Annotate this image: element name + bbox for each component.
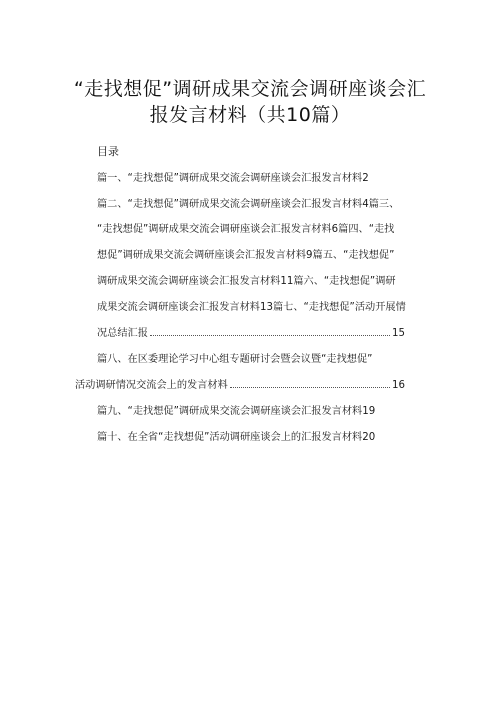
document-title-line-1: “走找想促”调研成果交流会调研座谈会汇 (73, 78, 427, 100)
toc-heading: 目录 (97, 145, 119, 158)
toc-entry-7-text: 况总结汇报 (97, 328, 148, 339)
toc-entry-3[interactable]: “走找想促”调研成果交流会调研座谈会汇报发言材料6篇四、“走找 (97, 224, 395, 235)
toc-leader-dots (150, 334, 390, 336)
toc-entry-9-page: 16 (392, 380, 405, 391)
toc-entry-5[interactable]: 调研成果交流会调研座谈会汇报发言材料11篇六、“走找想促”调研 (97, 276, 396, 287)
toc-entry-10[interactable]: 篇九、“走找想促”调研成果交流会调研座谈会汇报发言材料19 (97, 406, 376, 417)
toc-entry-8[interactable]: 篇八、在区委理论学习中心组专题研讨会暨会议暨“走找想促” (97, 354, 373, 365)
toc-entry-4[interactable]: 想促”调研成果交流会调研座谈会汇报发言材料9篇五、“走找想促” (97, 250, 395, 261)
toc-entry-2[interactable]: 篇二、“走找想促”调研成果交流会调研座谈会汇报发言材料4篇三、 (97, 199, 400, 210)
toc-entry-9[interactable] (75, 379, 405, 393)
toc-entry-7-page: 15 (392, 328, 405, 339)
toc-entry-6[interactable]: 成果交流会调研座谈会汇报发言材料13篇七、“走找想促”活动开展情 (97, 302, 406, 313)
toc-entry-7[interactable] (97, 327, 405, 341)
toc-leader-dots (230, 386, 390, 388)
toc-entry-1[interactable]: 篇一、“走找想促”调研成果交流会调研座谈会汇报发言材料2 (97, 173, 369, 184)
toc-entry-9-text: 活动调研情况交流会上的发言材料 (75, 380, 228, 391)
document-title-line-2: 报发言材料（共10篇） (149, 104, 351, 126)
toc-entry-11[interactable]: 篇十、在全省“走找想促”活动调研座谈会上的汇报发言材料20 (97, 432, 376, 443)
